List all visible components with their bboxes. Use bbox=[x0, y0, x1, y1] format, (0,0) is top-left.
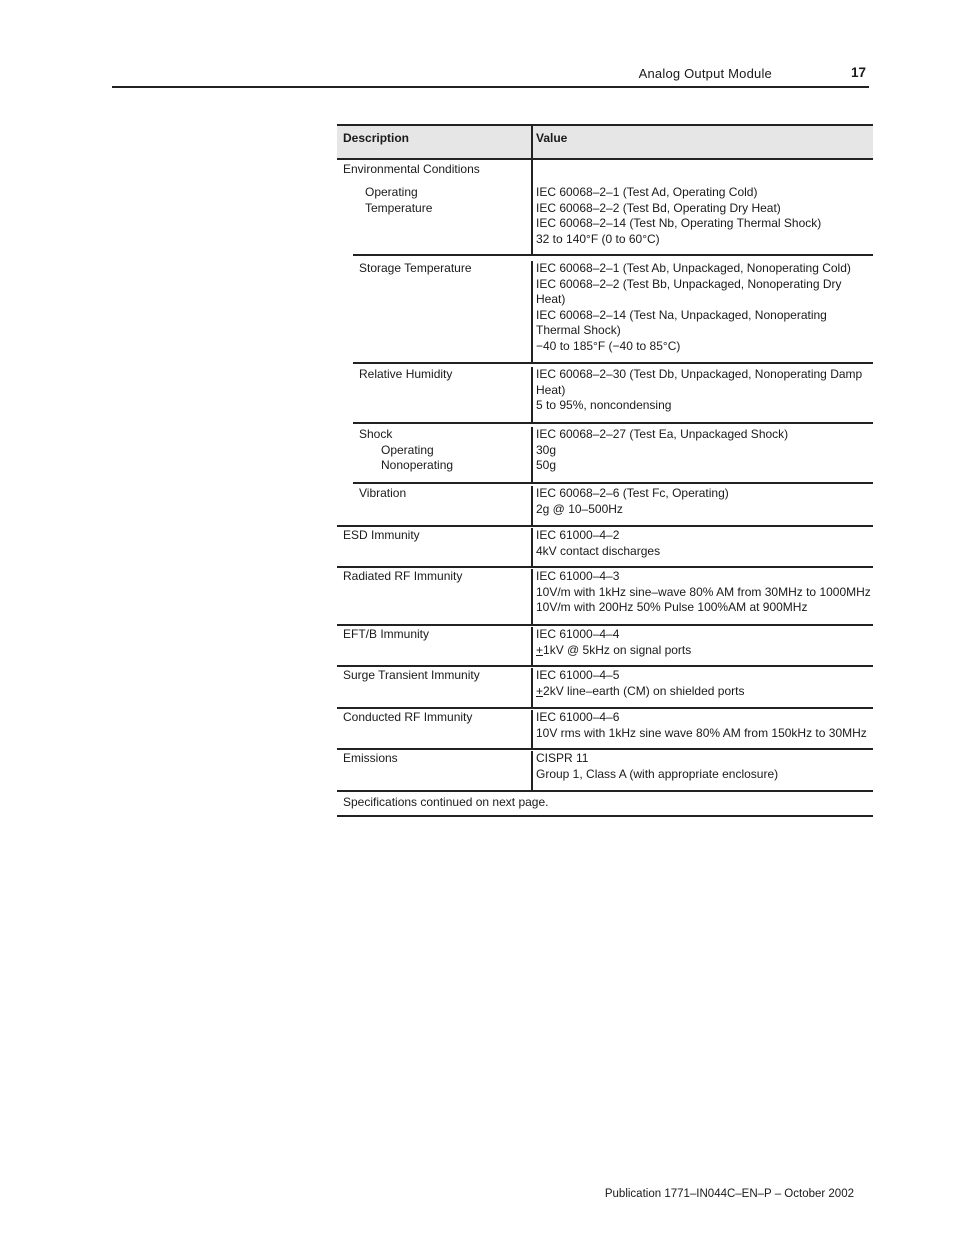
emissions-value: Group 1, Class A (with appropriate enclosure) bbox=[536, 766, 779, 781]
table-row bbox=[337, 626, 873, 667]
storage-temp-value: −40 to 185°F (−40 to 85°C) bbox=[536, 338, 681, 353]
operating-temp-label-line1: Operating bbox=[365, 185, 418, 199]
conducted-rf-value: 10V rms with 1kHz sine wave 80% AM from 150kHz to 30MHz bbox=[536, 725, 867, 740]
storage-temp-label: Storage Temperature bbox=[359, 261, 472, 275]
table-row bbox=[337, 256, 873, 364]
vibration-label: Vibration bbox=[359, 486, 407, 500]
esd-immunity-label: ESD Immunity bbox=[343, 528, 420, 542]
vibration-value: IEC 60068–2–6 (Test Fc, Operating) bbox=[536, 486, 729, 500]
table-row bbox=[337, 424, 873, 484]
esd-immunity-value: 4kV contact discharges bbox=[536, 543, 661, 558]
table-row bbox=[337, 160, 873, 185]
eftb-immunity-value bbox=[536, 643, 873, 659]
table-row bbox=[337, 709, 873, 750]
table-row bbox=[337, 484, 873, 527]
table-row bbox=[337, 185, 873, 256]
radiated-rf-value: IEC 61000–4–3 bbox=[536, 569, 620, 583]
emissions-label: Emissions bbox=[343, 751, 398, 765]
column-header-value: Value bbox=[536, 131, 568, 145]
emissions-value: CISPR 11 bbox=[536, 751, 589, 765]
table-row bbox=[337, 667, 873, 709]
plus-minus-sign: + bbox=[536, 642, 544, 657]
operating-temp-value: IEC 60068–2–14 (Test Nb, Operating Thermal Shock) bbox=[536, 216, 822, 230]
table-row bbox=[337, 750, 873, 792]
column-header-description: Description bbox=[337, 126, 533, 158]
table-row bbox=[337, 527, 873, 568]
surge-transient-value: IEC 61000–4–5 bbox=[536, 668, 620, 682]
running-header-title: Analog Output Module bbox=[638, 66, 772, 81]
surge-transient-value bbox=[536, 684, 873, 700]
conducted-rf-label: Conducted RF Immunity bbox=[343, 710, 473, 724]
radiated-rf-value: 10V/m with 200Hz 50% Pulse 100%AM at 900MHz bbox=[536, 600, 808, 614]
header-rule bbox=[112, 86, 869, 88]
shock-value: 30g bbox=[536, 442, 557, 457]
table-header-row bbox=[337, 126, 873, 160]
plus-minus-sign: + bbox=[536, 683, 544, 698]
operating-temp-value: IEC 60068–2–2 (Test Bd, Operating Dry Heat) bbox=[536, 200, 781, 215]
operating-temp-value: 32 to 140°F (0 to 60°C) bbox=[536, 231, 660, 246]
humidity-value: 5 to 95%, noncondensing bbox=[536, 398, 672, 412]
eftb-immunity-value-rest: 1kV @ 5kHz on signal ports bbox=[543, 642, 692, 657]
radiated-rf-value: 10V/m with 1kHz sine–wave 80% AM from 30MHz to 1000MHz bbox=[536, 584, 871, 599]
humidity-value: IEC 60068–2–30 (Test Db, Unpackaged, Nonoperating Damp bbox=[536, 367, 863, 381]
table-footnote: Specifications continued on next page. bbox=[337, 792, 873, 817]
operating-temp-label-line2: Temperature bbox=[365, 200, 433, 215]
humidity-label: Relative Humidity bbox=[359, 367, 453, 381]
humidity-value: Heat) bbox=[536, 382, 566, 397]
table-row bbox=[337, 568, 873, 626]
shock-nonoperating-label: Nonoperating bbox=[381, 458, 454, 472]
vibration-value: 2g @ 10–500Hz bbox=[536, 501, 623, 516]
operating-temp-value: IEC 60068–2–1 (Test Ad, Operating Cold) bbox=[536, 185, 758, 199]
surge-transient-value-rest: 2kV line–earth (CM) on shielded ports bbox=[543, 683, 745, 698]
shock-label: Shock bbox=[359, 427, 393, 441]
table-row bbox=[337, 364, 873, 424]
storage-temp-value: Thermal Shock) bbox=[536, 323, 621, 337]
page-number: 17 bbox=[850, 65, 866, 80]
storage-temp-value: IEC 60068–2–1 (Test Ab, Unpackaged, Nonoperating Cold) bbox=[536, 261, 851, 275]
storage-temp-value: IEC 60068–2–2 (Test Bb, Unpackaged, Nonoperating Dry bbox=[536, 276, 842, 291]
specifications-table bbox=[337, 124, 873, 817]
env-conditions-label: Environmental Conditions bbox=[343, 162, 480, 176]
shock-value: IEC 60068–2–27 (Test Ea, Unpackaged Shock) bbox=[536, 427, 789, 441]
shock-operating-label: Operating bbox=[381, 442, 434, 457]
storage-temp-value: IEC 60068–2–14 (Test Na, Unpackaged, Nonoperating bbox=[536, 307, 827, 322]
esd-immunity-value: IEC 61000–4–2 bbox=[536, 528, 620, 542]
conducted-rf-value: IEC 61000–4–6 bbox=[536, 710, 620, 724]
surge-transient-label: Surge Transient Immunity bbox=[343, 668, 480, 682]
storage-temp-value: Heat) bbox=[536, 292, 566, 306]
shock-value: 50g bbox=[536, 458, 557, 472]
eftb-immunity-value: IEC 61000–4–4 bbox=[536, 627, 620, 641]
radiated-rf-label: Radiated RF Immunity bbox=[343, 569, 463, 583]
eftb-immunity-label: EFT/B Immunity bbox=[343, 627, 430, 641]
publication-footer: Publication 1771–IN044C–EN–P – October 2002 bbox=[604, 1188, 854, 1200]
